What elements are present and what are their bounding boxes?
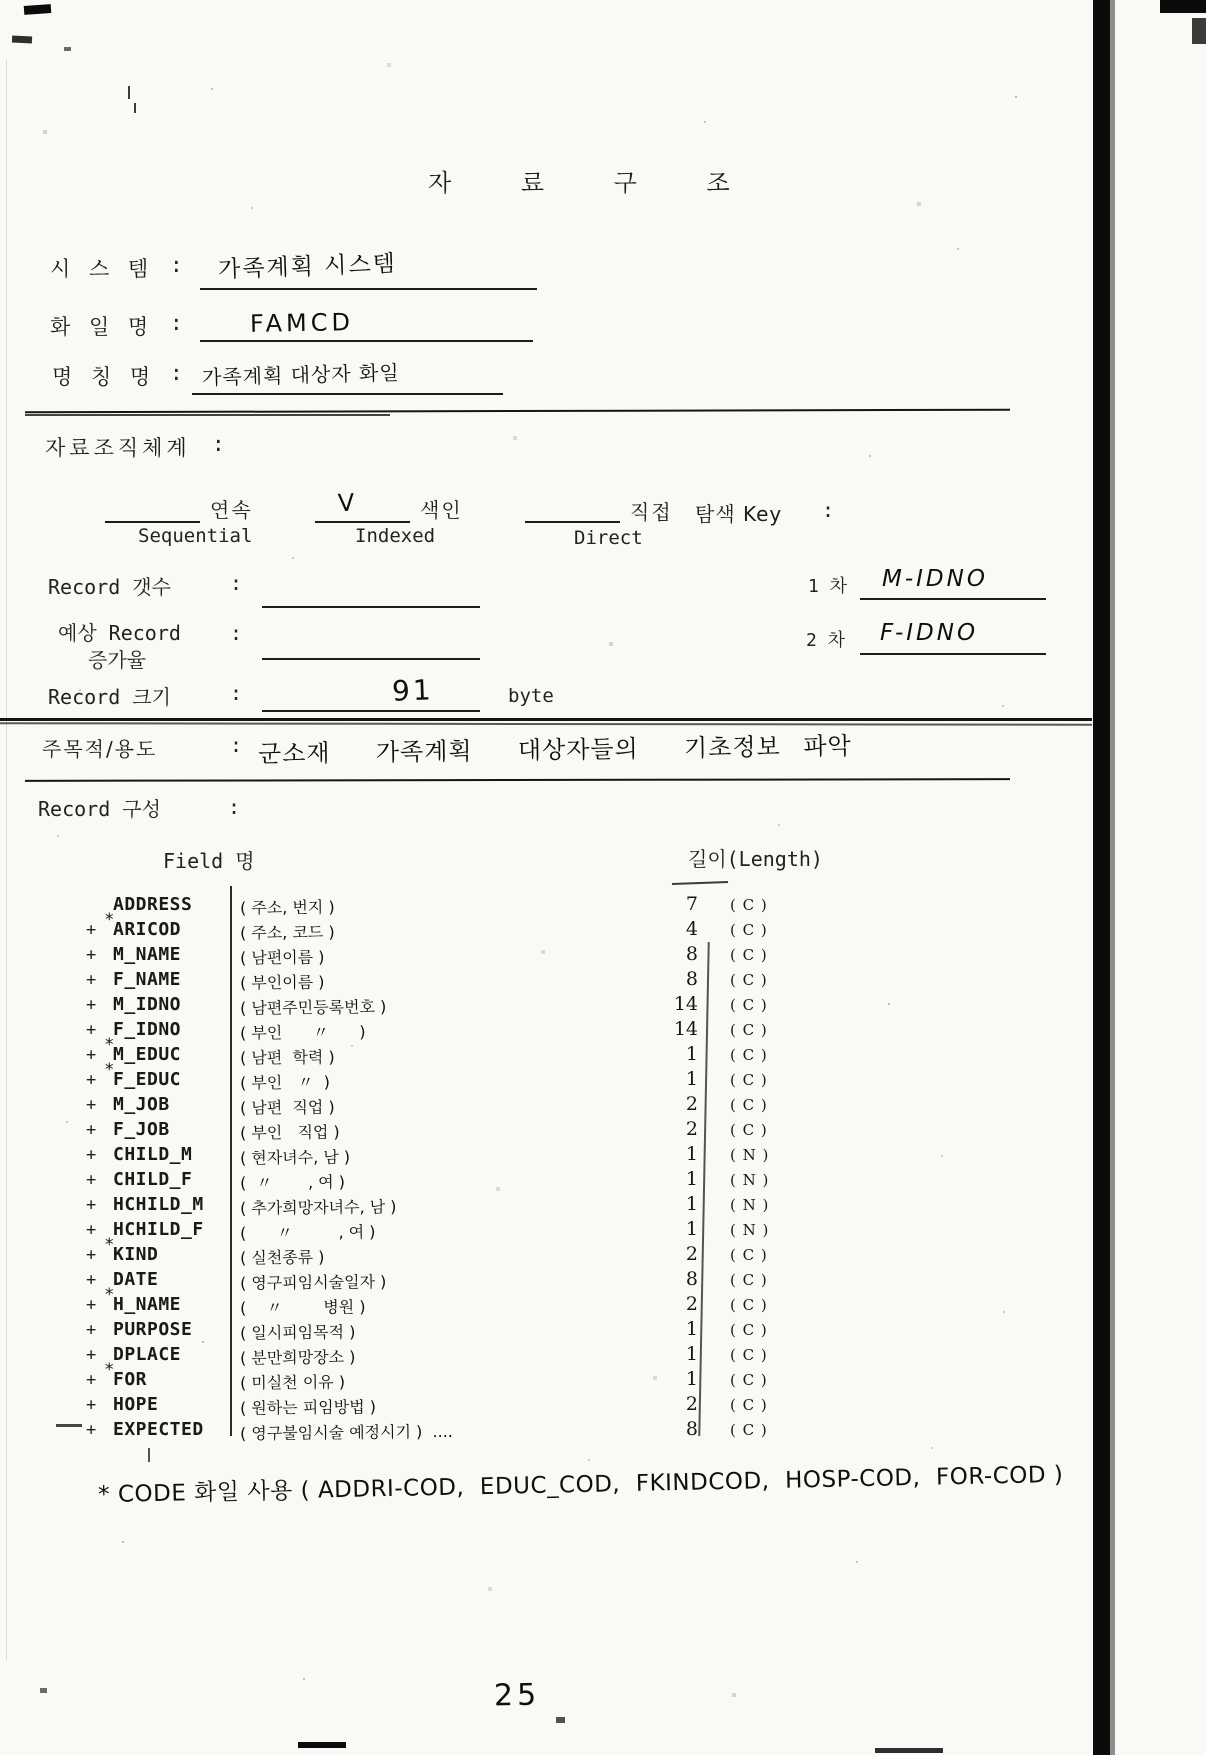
field-type: ( C ) (730, 1371, 768, 1389)
option-indexed-blank (315, 521, 410, 523)
field-plus-marker: + (86, 1320, 97, 1340)
option-sequential-eng: Sequential (138, 525, 253, 547)
field-type: ( C ) (730, 1071, 768, 1089)
field-plus-marker: + (86, 1070, 97, 1090)
field-description: ( 주소, 코드 ) (239, 922, 335, 943)
field-length: 1 (685, 1318, 698, 1340)
option-direct-eng: Direct (574, 527, 643, 549)
scan-noise (0, 0, 2, 2)
option-indexed-kor: 색인 (420, 498, 463, 522)
organization-label: 자료조직체계 (45, 436, 191, 460)
field-code-star: * (105, 1360, 114, 1380)
file-colon: : (170, 311, 183, 335)
field-row (0, 968, 1010, 993)
field-code-star: * (105, 1060, 114, 1080)
field-plus-marker: + (86, 1245, 97, 1265)
file-underline (200, 340, 533, 342)
field-length: 2 (685, 1093, 698, 1115)
scan-mark-bottom-3 (556, 1717, 565, 1723)
field-name: M_EDUC (113, 1044, 182, 1065)
field-name: M_NAME (113, 944, 182, 965)
field-plus-marker: + (86, 970, 97, 990)
field-row (0, 1343, 1010, 1368)
field-description: ( 영구피임시술일자 ) (239, 1272, 387, 1293)
field-name: F_NAME (113, 969, 182, 990)
field-row (0, 1143, 1010, 1168)
field-row (0, 910, 1010, 943)
field-length: 1 (685, 1193, 698, 1215)
field-description: ( 부인이름 ) (239, 972, 325, 993)
field-length: 2 (685, 1393, 698, 1415)
name-label: 명 칭 명 (52, 365, 157, 389)
option-direct-kor: 직접 (630, 500, 673, 524)
field-name: CHILD_F (113, 1169, 193, 1190)
field-length: 8 (685, 968, 698, 990)
field-plus-marker: + (86, 945, 97, 965)
field-name: HCHILD_F (113, 1219, 204, 1240)
field-length: 1 (685, 1368, 698, 1390)
field-plus-marker: + (86, 1020, 97, 1040)
field-description: ( 현자녀수, 남 ) (239, 1147, 351, 1168)
record-size-unit: byte (508, 685, 554, 707)
scan-tick-2 (134, 103, 136, 113)
field-plus-marker: + (86, 1045, 97, 1065)
key-1-label: 1 차 (808, 576, 848, 597)
record-size-colon: : (230, 681, 243, 705)
scan-edge-shadow (1110, 0, 1115, 1755)
scan-mark-top-left-2 (12, 35, 32, 43)
field-plus-marker: + (86, 1420, 97, 1440)
field-description: ( 원하는 피임방법 ) (239, 1397, 377, 1418)
field-length: 1 (685, 1218, 698, 1240)
record-count-blank (262, 606, 480, 608)
field-length: 1 (685, 1068, 698, 1090)
scan-mark-top-left (24, 4, 52, 15)
field-description: ( 분만희망장소 ) (239, 1347, 356, 1368)
key-2-label: 2 차 (806, 630, 846, 651)
field-length: 14 (673, 993, 698, 1015)
record-size-blank (262, 710, 480, 712)
field-row (0, 1035, 1010, 1068)
field-row (0, 1218, 1010, 1243)
field-name: ARICOD (113, 919, 182, 940)
name-colon: : (170, 361, 183, 385)
field-code-star: * (105, 1235, 114, 1255)
field-type: ( C ) (730, 971, 768, 989)
field-length: 1 (685, 1043, 698, 1065)
field-type: ( N ) (730, 1171, 770, 1189)
divider-1b (25, 414, 390, 416)
field-column-header: Field 명 (163, 849, 255, 873)
field-plus-marker: + (86, 995, 97, 1015)
field-row (0, 1018, 1010, 1043)
field-row (0, 1318, 1010, 1343)
field-plus-marker: + (86, 1220, 97, 1240)
field-name: PURPOSE (113, 1319, 193, 1340)
field-length: 4 (685, 918, 698, 940)
field-name: ADDRESS (113, 894, 193, 915)
key-2-underline (860, 653, 1046, 655)
field-code-star: * (105, 1285, 114, 1305)
record-layout-label: Record 구성 (38, 797, 161, 821)
field-length: 8 (685, 1418, 698, 1440)
field-row (0, 943, 1010, 968)
divider-2b (0, 722, 1092, 726)
field-description: ( 남편 학력 ) (239, 1047, 335, 1068)
scan-mark-top-right-2 (1192, 18, 1206, 44)
field-row (0, 1193, 1010, 1218)
page-number: 25 (493, 1677, 541, 1714)
field-row (0, 1268, 1010, 1293)
field-name: KIND (113, 1244, 159, 1265)
field-type: ( C ) (730, 896, 768, 914)
field-plus-marker: + (86, 1295, 97, 1315)
field-type: ( C ) (730, 1246, 768, 1264)
field-description: ( 일시피임목적 ) (239, 1322, 356, 1343)
record-count-label: Record 갯수 (48, 575, 171, 599)
option-sequential-blank (105, 521, 200, 523)
record-growth-blank (262, 658, 480, 660)
record-layout-colon: : (228, 795, 241, 819)
field-name: H_NAME (113, 1294, 182, 1315)
field-row (0, 1285, 1010, 1318)
field-name: M_IDNO (113, 994, 182, 1015)
field-row (0, 1418, 1010, 1443)
key-1-value: M-IDNO (882, 566, 988, 592)
field-length: 2 (685, 1118, 698, 1140)
file-value: FAMCD (249, 308, 355, 338)
field-name: F_EDUC (113, 1069, 182, 1090)
field-code-star: * (105, 1035, 114, 1055)
field-row (0, 1118, 1010, 1143)
field-type: ( C ) (730, 1096, 768, 1114)
field-type: ( C ) (730, 1121, 768, 1139)
field-type: ( C ) (730, 1321, 768, 1339)
record-growth-label-line1: 예상 Record (58, 621, 181, 645)
scan-edge-bar (1093, 0, 1110, 1755)
field-length: 14 (673, 1018, 698, 1040)
scan-mark-bottom-1 (298, 1742, 346, 1748)
field-type: ( C ) (730, 1296, 768, 1314)
scan-mark-top-right (1160, 0, 1206, 13)
record-size-value: 91 (391, 673, 435, 708)
field-type: ( C ) (730, 921, 768, 939)
system-value: 가족계획 시스템 (217, 250, 398, 284)
field-row (0, 1060, 1010, 1093)
field-type: ( N ) (730, 1221, 770, 1239)
field-description: ( 부인 〃 ) (239, 1022, 366, 1043)
option-direct-blank (525, 521, 620, 523)
field-description: ( 남편 직업 ) (239, 1097, 335, 1118)
field-type: ( N ) (730, 1196, 770, 1214)
field-length: 1 (685, 1143, 698, 1165)
divider-3 (25, 778, 1010, 782)
field-row (0, 1393, 1010, 1418)
option-indexed-eng: Indexed (355, 525, 436, 547)
scan-tick-3 (148, 1448, 150, 1462)
field-description: ( 영구불임시술 예정시기 ) .... (239, 1421, 453, 1444)
field-plus-marker: + (86, 920, 97, 940)
name-underline (192, 393, 503, 395)
field-name: M_JOB (113, 1094, 170, 1115)
field-length: 8 (685, 1268, 698, 1290)
field-length: 7 (685, 893, 698, 915)
field-name: CHILD_M (113, 1144, 193, 1165)
purpose-value: 군소재 가족계획 대상자들의 기초정보 파악 (257, 731, 852, 769)
record-growth-label-line2: 증가율 (88, 648, 146, 672)
field-row (0, 1093, 1010, 1118)
field-description: ( 남편주민등록번호 ) (239, 997, 387, 1018)
field-type: ( C ) (730, 1271, 768, 1289)
search-key-colon: : (822, 498, 835, 522)
field-plus-marker: + (86, 1270, 97, 1290)
field-name: HOPE (113, 1394, 159, 1415)
option-indexed-checkmark: V (337, 488, 356, 518)
field-name: DPLACE (113, 1344, 182, 1365)
field-row (0, 993, 1010, 1018)
footnote: * CODE 화일 사용 ( ADDRI-COD, EDUC_COD, FKINDCOD, HOSP-COD, FOR-COD ) (97, 1461, 1064, 1509)
field-name: HCHILD_M (113, 1194, 204, 1215)
field-description: ( 주소, 번지 ) (239, 897, 335, 918)
field-description: ( 〃 , 여 ) (239, 1222, 376, 1243)
field-code-star: * (105, 910, 114, 930)
system-colon: : (170, 253, 183, 277)
field-plus-marker: + (86, 1370, 97, 1390)
organization-colon: : (212, 432, 225, 456)
field-length: 2 (685, 1243, 698, 1265)
field-type: ( C ) (730, 996, 768, 1014)
field-length: 2 (685, 1293, 698, 1315)
field-description: ( 남편이름 ) (239, 947, 325, 968)
search-key-label: 탐색 Key (695, 502, 783, 526)
divider-2 (0, 718, 1092, 721)
key-2-value: F-IDNO (880, 620, 979, 646)
length-column-header: 길이(Length) (688, 847, 823, 871)
field-description: ( 미실천 이유 ) (239, 1372, 346, 1393)
field-table (0, 884, 1010, 1444)
scan-speck (64, 47, 71, 51)
scan-mark-bottom-2 (875, 1748, 943, 1753)
field-type: ( C ) (730, 1346, 768, 1364)
field-row (0, 1360, 1010, 1393)
field-description: ( 부인 직업 ) (239, 1122, 340, 1143)
field-name: DATE (113, 1269, 159, 1290)
record-count-colon: : (230, 571, 243, 595)
field-description: ( 추가희망자녀수, 남 ) (239, 1197, 397, 1218)
name-value: 가족계획 대상자 화일 (201, 360, 400, 390)
option-sequential-kor: 연속 (210, 498, 253, 522)
field-description: ( 〃 , 여 ) (239, 1172, 346, 1193)
field-length: 1 (685, 1343, 698, 1365)
purpose-label: 주목적/용도 (42, 737, 158, 761)
purpose-colon: : (230, 733, 243, 757)
field-length: 1 (685, 1168, 698, 1190)
field-name: F_JOB (113, 1119, 170, 1140)
page-title: 자 료 구 조 (428, 169, 748, 197)
field-type: ( C ) (730, 1046, 768, 1064)
field-description: ( 부인 〃 ) (239, 1072, 331, 1093)
field-name: FOR (113, 1369, 148, 1390)
field-description: ( 실천종류 ) (239, 1247, 325, 1268)
scan-mark-bottom-4 (40, 1688, 47, 1693)
field-type: ( C ) (730, 1021, 768, 1039)
field-name: EXPECTED (113, 1419, 204, 1440)
field-plus-marker: + (86, 1145, 97, 1165)
field-plus-marker: + (86, 1195, 97, 1215)
field-plus-marker: + (86, 1095, 97, 1115)
field-plus-marker: + (86, 1120, 97, 1140)
field-length: 8 (685, 943, 698, 965)
field-row (0, 1168, 1010, 1193)
field-description: ( 〃 병원 ) (239, 1297, 366, 1318)
field-plus-marker: + (86, 1170, 97, 1190)
divider-1 (25, 409, 1010, 414)
field-row (0, 893, 1010, 918)
field-type: ( C ) (730, 1421, 768, 1439)
system-label: 시 스 템 (50, 257, 155, 281)
key-1-underline (860, 598, 1046, 600)
record-growth-colon: : (230, 621, 243, 645)
field-type: ( C ) (730, 946, 768, 964)
field-plus-marker: + (86, 1345, 97, 1365)
system-underline (200, 288, 537, 290)
record-size-label: Record 크기 (48, 685, 171, 709)
field-name: F_IDNO (113, 1019, 182, 1040)
field-type: ( N ) (730, 1146, 770, 1164)
field-type: ( C ) (730, 1396, 768, 1414)
field-row (0, 1235, 1010, 1268)
scan-tick-1 (128, 86, 130, 99)
field-plus-marker: + (86, 1395, 97, 1415)
file-label: 화 일 명 (50, 315, 155, 339)
